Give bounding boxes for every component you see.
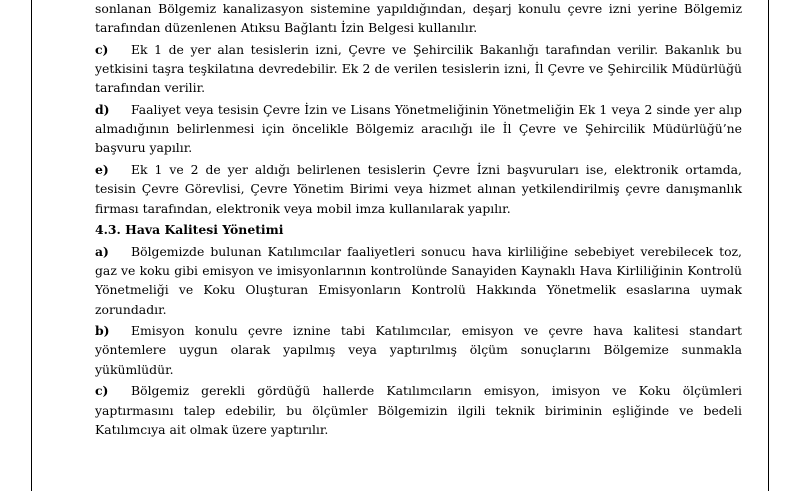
list-item-d [95,100,742,158]
list-item-c [95,40,742,98]
list-item-text: Faaliyet veya tesisin Çevre İzin ve Lisans Yönetmeliğinin Yönetmeliğin Ek 1 veya 2 sinde yer alıp almadığının belirlenmesi için öncelikle Bölgemiz aracılığı ile İl Çevre ve Şehircilik Müdürlüğü’ne başvuru yapılır. [95,102,742,156]
list-item-text: Bölgemizde bulunan Katılımcılar faaliyetleri sonucu hava kirliliğine sebebiyet verebilecek toz, gaz ve koku gibi emisyon ve imisyonlarının kontrolünde Sanayiden Kaynaklı Hava Kirliliğinin Kontrolü Yönetmeliği ve Koku Oluşturan Emisyonların Kontrolü Hakkında Yönetmelik esaslarına uymak zorundadır. [95,243,742,317]
list-item-text: Bölgemiz gerekli gördüğü hallerde Katılımcıların emisyon, imisyon ve Koku ölçümleri yaptırmasını talep edebilir, bu ölçümler Bölgemizin ilgili teknik biriminin eşliğinde ve bedeli Katılımcıya ait olmak üzere yaptırılır. [95,383,742,437]
list-item-text: Ek 1 de yer alan tesislerin izni, Çevre ve Şehircilik Bakanlığı tarafından verilir. Bakanlık bu yetkisini taşra teşkilatına devredebilir. Ek 2 de verilen tesislerin izni, İl Çevre ve Şehircilik Müdürlüğü tarafından verilir. [95,41,742,96]
list-marker: d) [95,102,110,118]
page-border-right [768,0,769,491]
section-heading: 4.3. Hava Kalitesi Yönetimi [95,222,284,238]
paragraph-continuation [95,0,742,37]
list-item-text: Ek 1 ve 2 de yer aldığı belirlenen tesislerin Çevre İzni başvuruları ise, elektronik ortamda, tesisin Çevre Görevlisi, Çevre Yönetim Birimi veya hizmet alınan yetkilendirilmiş çevre danışmanlık firması tarafından, elektronik veya mobil imza kullanılarak yapılır. [95,162,742,216]
list-marker: e) [95,162,109,178]
list-marker: c) [95,383,109,399]
list-item-e [95,160,742,218]
list-item-b [95,321,742,379]
list-item-text: Emisyon konulu çevre iznine tabi Katılımcılar, emisyon ve çevre hava kalitesi standart yöntemlere uygun olarak yapılmış veya yaptırılmış ölçüm sonuçlarını Bölgemize sunmakla yükümlüdür. [95,323,742,377]
list-item-a [95,242,742,319]
list-marker: b) [95,323,110,339]
page-border-left [31,0,32,491]
list-marker: c) [95,41,109,57]
list-marker: a) [95,243,109,259]
paragraph-text: sonlanan Bölgemiz kanalizasyon sistemine yapıldığından, deşarj konulu çevre izni yerine Bölgemiz tarafından düzenlenen Atıksu Bağlantı İzin Belgesi kullanılır. [95,1,742,36]
document-body [95,0,742,439]
list-item-c-2 [95,381,742,439]
